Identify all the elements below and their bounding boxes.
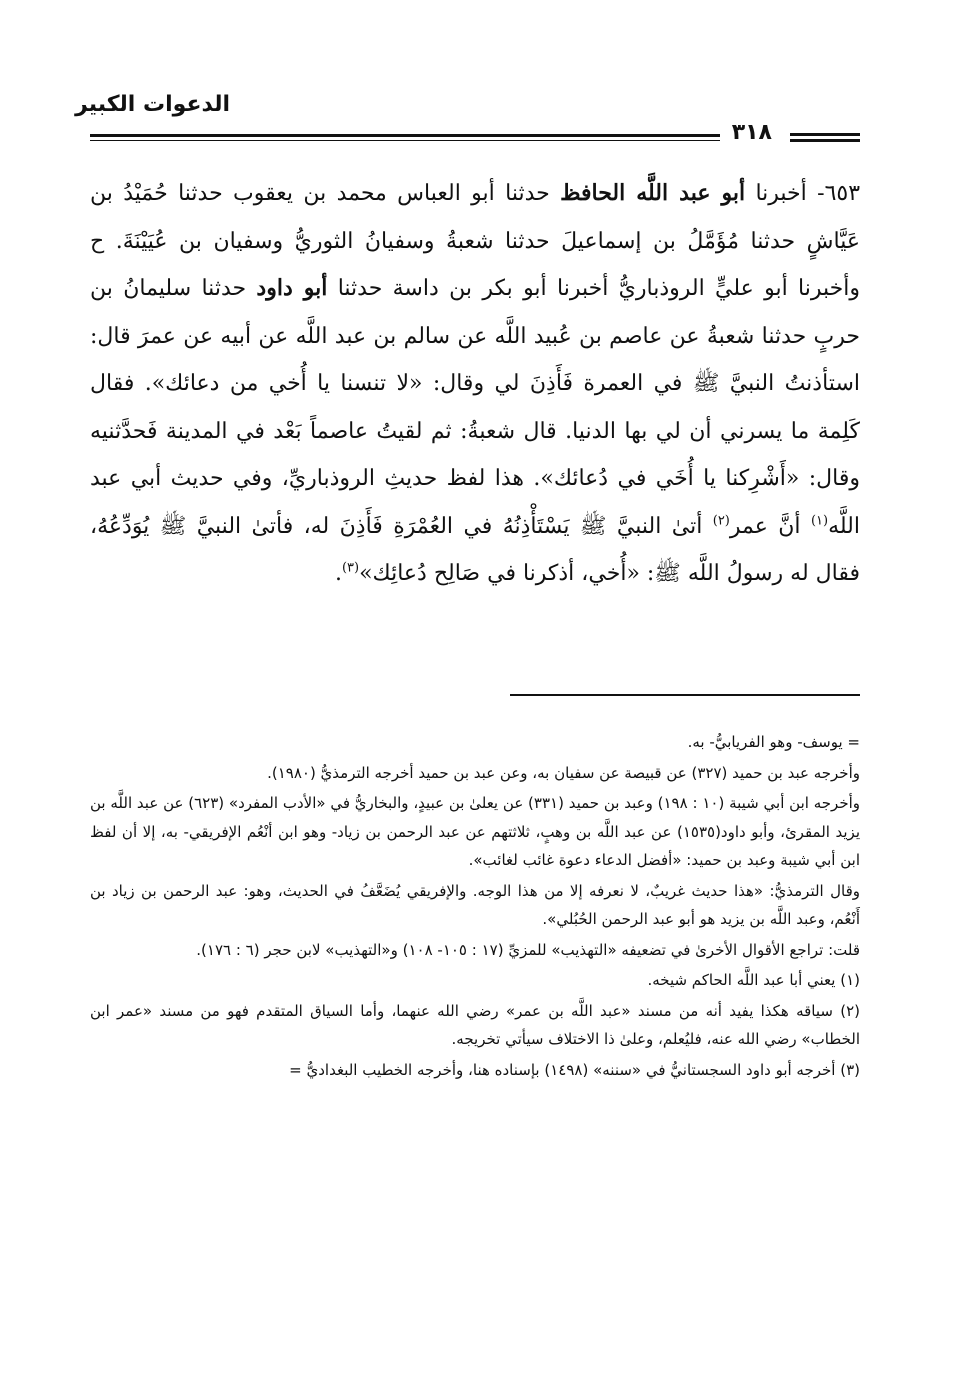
text-span: حدثنا سليمانُ بن حربٍ حدثنا شعبةُ عن عاصم بن عُبيد اللَّه عن سالم بن عبد اللَّه عن أبيه عن عمرَ قال: استأذنتُ النبيَّ ﷺ في العمرة فَأَذِنَ لي وقال: «لا تنسنا يا أُخي من دعائك». فقال كَلِمة ما يسرني أن لي بها الدنيا. قال شعبةُ: ثم لقيتُ عاصماً بَعْد في المدينة فَحدَّثنيه وقال: «أَشْرِكنا يا أُخَي في دُعائك». هذا لفظ حديثِ الروذباريِّ، وفي حديث أبي عبد اللَّه	[90, 276, 860, 539]
header-rule-right-second	[790, 139, 860, 142]
narrator-bold: أبو عبد اللَّه الحافظ	[560, 180, 746, 206]
page-number: ٣١٨	[726, 120, 778, 145]
footnote-ref: (٢)	[712, 513, 730, 529]
footnote-paragraph: قلت: تراجع الأقوال الأخرىٰ في تضعيفه «التهذيب» للمزيِّ (١٧ : ١٠٥- ١٠٨) و«التهذيب» لابن حجر (٦ : ١٧٦).	[196, 940, 860, 959]
footnote-1: (١) يعني أبا عبد اللَّه الحاكم شيخه.	[647, 971, 860, 989]
running-title: الدعوات الكبير	[75, 92, 230, 117]
footnote-ref: (١)	[810, 513, 829, 529]
footnote-separator	[510, 694, 860, 696]
text-span: حدثنا أبو العباس محمد بن يعقوب حدثنا حُمَيْدُ بن عَيَّاشٍ حدثنا مُؤَمَّلُ بن إسماعيلَ حدثنا شعبةُ وسفيانُ الثوريُّ وسفيان بن عُيَيْنَةَ. ح وأخبرنا أبو عليٍّ الروذباريُّ أخبرنا أبو بكر بن داسة حدثنا	[90, 181, 860, 301]
footnote-paragraph: وقال الترمذيُّ: «هذا حديث غريبٌ، لا نعرفه إلا من هذا الوجه. والإفريقي يُضَعَّفُ في الحديث، وهو: عبد الرحمن بن زياد بن أَنْعُم، وعبد اللَّه بن يزيد هو أبو عبد الرحمن الحُبُلي».	[90, 881, 860, 928]
text-span: .	[334, 561, 342, 586]
hadith-paragraph	[90, 170, 860, 598]
text-span: أتىٰ النبيَّ ﷺ يَسْتَأْذِنُهُ في العُمْرَةِ فَأَذِنَ له، فأتىٰ النبيَّ ﷺ يُوَدِّعُهُ، فقال له رسولُ اللَّه ﷺ: «أُخي، أذكرنا في صَالِح دُعائِك»	[90, 513, 860, 586]
header-rule-thin	[90, 140, 720, 141]
main-text	[90, 170, 860, 598]
text-span: أنَّ عمر	[729, 513, 811, 539]
header-rule-right	[790, 133, 860, 136]
page-header	[75, 86, 860, 146]
footnotes	[90, 728, 860, 1086]
footnote-2: (٢) سياقه هكذا يفيد أنه من مسند «عبد اللَّه بن عمر» رضي الله عنهما، وأما السياق المتقدم فهو من مسند «عمر ابن الخطاب» رضي الله عنه، فليُعلم، وعلىٰ ذا الاختلاف سيأتي تخريجه.	[90, 1001, 860, 1048]
footnote-ref: (٣)	[341, 560, 360, 576]
footnote-paragraph: وأخرجه ابن أبي شيبة (١٠ : ١٩٨) وعبد بن حميد (٣٣١) عن يعلىٰ بن عبيدٍ، والبخاريُّ في «الأدب المفرد» (٦٢٣) عن عبد اللَّه بن يزيد المقرئ، وأبو داود(١٥٣٥) عن عبد اللَّه بن وهبٍ، ثلاثتهم عن عبد الرحمن بن زياد- وهو ابن أنْعُم الإفريقي- به، إلا أن لفظ ابن أبي شيبة وعبد بن حميد: «أفضل الدعاء دعوة غائب لغائب».	[90, 794, 861, 869]
hadith-number: ٦٥٣-	[806, 181, 861, 206]
narrator-bold: أبو داود	[256, 275, 328, 301]
footnote-paragraph: وأخرجه عبد بن حميد (٣٢٧) عن قبيصة عن سفيان به، وعن عبد بن حميد أخرجه الترمذيُّ (١٩٨٠).	[267, 763, 860, 782]
header-rule	[90, 134, 720, 137]
footnote-continuation: = يوسف- وهو الفريابيُّ- به.	[687, 733, 860, 751]
text-span: أخبرنا	[745, 181, 807, 206]
footnote-3: (٣) أخرجه أبو داود السجستانيُّ في «سننه» (١٤٩٨) بإسناده هنا، وأخرجه الخطيب البغداديُّ =	[289, 1060, 860, 1079]
